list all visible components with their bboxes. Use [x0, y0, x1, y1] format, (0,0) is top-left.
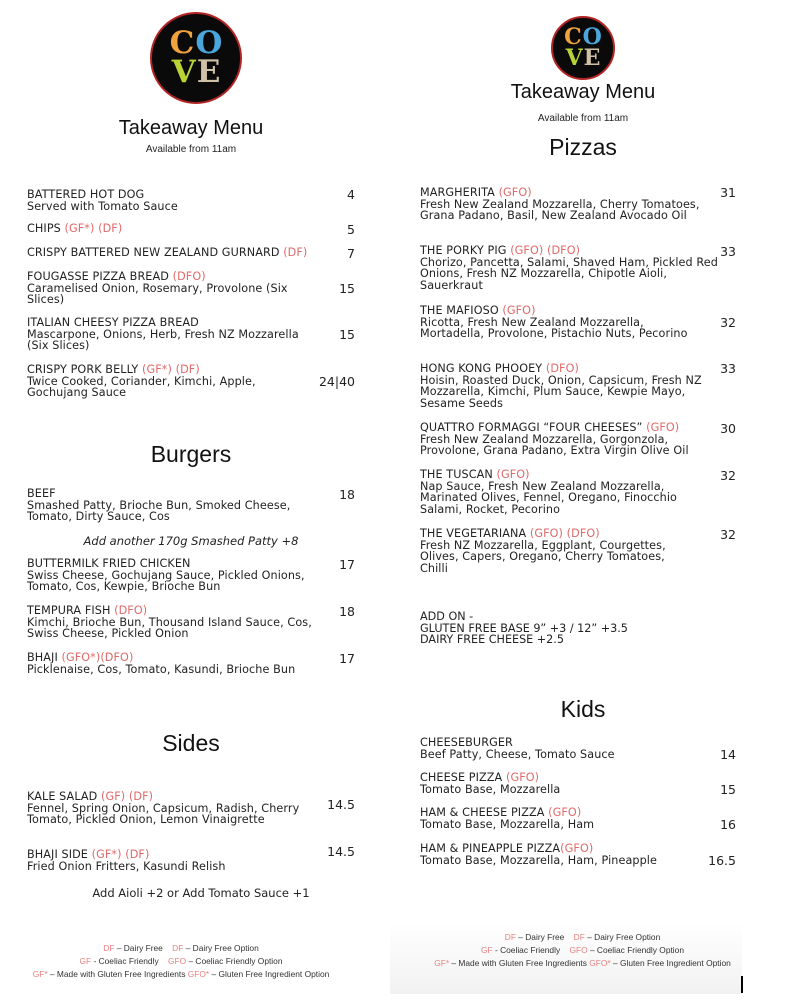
menu-item: BHAJI (GFO*)(DFO) Picklenaise, Cos, Tomato, Kasundi, Brioche Bun — [27, 651, 296, 676]
legend-line-2: GF - Coeliac Friendly GFO – Coeliac Friendly Option — [481, 945, 684, 955]
availability-text: Available from 11am — [537, 113, 629, 124]
menu-item: CRISPY BATTERED NEW ZEALAND GURNARD (DF) — [27, 246, 308, 259]
logo-letter-e: E — [583, 45, 601, 71]
item-price: 18 — [339, 487, 355, 502]
item-price: 14.5 — [327, 844, 355, 859]
item-price: 15 — [339, 327, 355, 342]
menu-item: QUATTRO FORMAGGI “FOUR CHEESES” (GFO) Fresh New Zealand Mozzarella, Gorgonzola, Provolone, Grana Padano, Extra Virgin Olive Oil — [420, 421, 689, 457]
item-price: 16 — [720, 817, 736, 832]
menu-item: BHAJI SIDE (GF*) (DF) Fried Onion Fritters, Kasundi Relish — [27, 848, 226, 873]
menu-item: THE MAFIOSO (GFO) Ricotta, Fresh New Zealand Mozzarella, Mortadella, Provolone, Pistachio Nuts, Pecorino — [420, 304, 688, 340]
item-price: 33 — [720, 244, 736, 259]
item-price: 15 — [339, 281, 355, 296]
section-heading-burgers: Burgers — [150, 441, 232, 467]
logo-letter-o: O — [582, 24, 602, 51]
item-price: 24|40 — [318, 374, 355, 389]
legend-line-1: DF – Dairy Free DF – Dairy Free Option — [504, 932, 661, 942]
legend-line-3: GF* – Made with Gluten Free Ingredients GFO* – Gluten Free Ingredient Option — [32, 969, 330, 979]
menu-item: BATTERED HOT DOG Served with Tomato Sauce — [27, 188, 178, 213]
legend-line-3: GF* – Made with Gluten Free Ingredients GFO* – Gluten Free Ingredient Option — [434, 958, 731, 968]
legend-line-1: DF – Dairy Free DF – Dairy Free Option — [103, 943, 259, 953]
menu-item: MARGHERITA (GFO) Fresh New Zealand Mozzarella, Cherry Tomatoes, Grana Padano, Basil, New Zealand Avocado Oil — [420, 186, 700, 222]
item-price: 5 — [347, 222, 355, 237]
legend-line-2: GF - Coeliac Friendly GFO – Coeliac Friendly Option — [79, 956, 283, 966]
burger-addon-note: Add another 170g Smashed Patty +8 — [83, 534, 299, 548]
section-heading-pizzas: Pizzas — [549, 134, 617, 160]
cove-logo — [551, 16, 615, 80]
item-price: 33 — [720, 361, 736, 376]
logo-letter-c: C — [169, 24, 195, 61]
menu-item: THE PORKY PIG (GFO) (DFO) Chorizo, Pancetta, Salami, Shaved Ham, Pickled Red Onions, Fresh NZ Mozzarella, Chipotle Aioli, Sauerkraut — [420, 244, 718, 292]
item-price: 32 — [720, 527, 736, 542]
menu-item: HONG KONG PHOOEY (DFO) Hoisin, Roasted Duck, Onion, Capsicum, Fresh NZ Mozzarella, Kimchi, Plum Sauce, Kewpie Mayo, Sesame Seeds — [420, 362, 702, 410]
menu-item: BEEF Smashed Patty, Brioche Bun, Smoked Cheese, Tomato, Dirty Sauce, Cos — [27, 487, 291, 523]
page-title: Takeaway Menu — [118, 117, 264, 139]
section-heading-sides: Sides — [162, 730, 220, 756]
item-price: 32 — [720, 315, 736, 330]
menu-item: BUTTERMILK FRIED CHICKEN Swiss Cheese, Gochujang Sauce, Pickled Onions, Tomato, Cos, Kewpie, Brioche Bun — [27, 557, 305, 593]
menu-item: THE VEGETARIANA (GFO) (DFO) Fresh NZ Mozzarella, Eggplant, Courgettes, Olives, Capers, Oregano, Cherry Tomatoes, Chilli — [420, 527, 666, 575]
item-price: 14.5 — [327, 797, 355, 812]
availability-text: Available from 11am — [145, 144, 237, 155]
text-cursor — [741, 976, 743, 993]
item-price: 7 — [347, 246, 355, 261]
left-menu-page — [0, 0, 380, 1000]
menu-item: FOUGASSE PIZZA BREAD (DFO) Caramelised Onion, Rosemary, Provolone (Six Slices) — [27, 270, 288, 306]
pizza-addons — [420, 611, 740, 646]
right-menu-page — [390, 0, 790, 1000]
menu-item: ITALIAN CHEESY PIZZA BREAD Mascarpone, Onions, Herb, Fresh NZ Mozzarella (Six Slices) — [27, 316, 299, 352]
menu-item: HAM & CHEESE PIZZA (GFO) Tomato Base, Mozzarella, Ham — [420, 806, 595, 831]
item-price: 30 — [720, 421, 736, 436]
item-price: 32 — [720, 468, 736, 483]
menu-item: CHEESE PIZZA (GFO) Tomato Base, Mozzarella — [420, 771, 561, 796]
item-price: 4 — [347, 187, 355, 202]
dietary-legend — [0, 942, 362, 981]
addon-gluten-free-base: GLUTEN FREE BASE 9” +3 / 12” +3.5 — [420, 621, 628, 635]
addon-dairy-free-cheese: DAIRY FREE CHEESE +2.5 — [420, 633, 564, 646]
item-price: 18 — [339, 604, 355, 619]
item-price: 17 — [339, 557, 355, 572]
addon-label: ADD ON - — [420, 610, 474, 623]
section-heading-kids: Kids — [560, 696, 606, 722]
menu-item: THE TUSCAN (GFO) Nap Sauce, Fresh New Zealand Mozzarella, Marinated Olives, Fennel, Oregano, Finocchio Salami, Rocket, Pecorino — [420, 468, 678, 516]
logo-letter-c: C — [564, 24, 582, 51]
logo-letter-o: O — [195, 24, 223, 61]
logo-letter-e: E — [196, 54, 221, 90]
menu-item: HAM & PINEAPPLE PIZZA(GFO) Tomato Base, Mozzarella, Ham, Pineapple — [420, 842, 657, 867]
logo-letter-v: V — [565, 45, 583, 71]
menu-item: KALE SALAD (GF) (DF) Fennel, Spring Onion, Capsicum, Radish, Cherry Tomato, Pickled Onion, Lemon Vinaigrette — [27, 790, 300, 826]
item-price: 16.5 — [708, 853, 736, 868]
dietary-legend — [410, 931, 755, 970]
menu-item: CHIPS (GF*) (DF) — [27, 222, 123, 235]
menu-item: CHEESEBURGER Beef Patty, Cheese, Tomato Sauce — [420, 736, 615, 761]
item-price: 14 — [720, 747, 736, 762]
cove-logo — [150, 12, 242, 104]
sides-addon-note: Add Aioli +2 or Add Tomato Sauce +1 — [92, 886, 310, 900]
item-price: 17 — [339, 651, 355, 666]
item-price: 15 — [720, 782, 736, 797]
logo-letter-v: V — [171, 54, 196, 90]
page-title: Takeaway Menu — [510, 81, 656, 103]
menu-item: CRISPY PORK BELLY (GF*) (DF) Twice Cooked, Coriander, Kimchi, Apple, Gochujang Sauce — [27, 363, 256, 399]
menu-item: TEMPURA FISH (DFO) Kimchi, Brioche Bun, Thousand Island Sauce, Cos, Swiss Cheese, Pickled Onion — [27, 604, 312, 640]
item-price: 31 — [720, 185, 736, 200]
